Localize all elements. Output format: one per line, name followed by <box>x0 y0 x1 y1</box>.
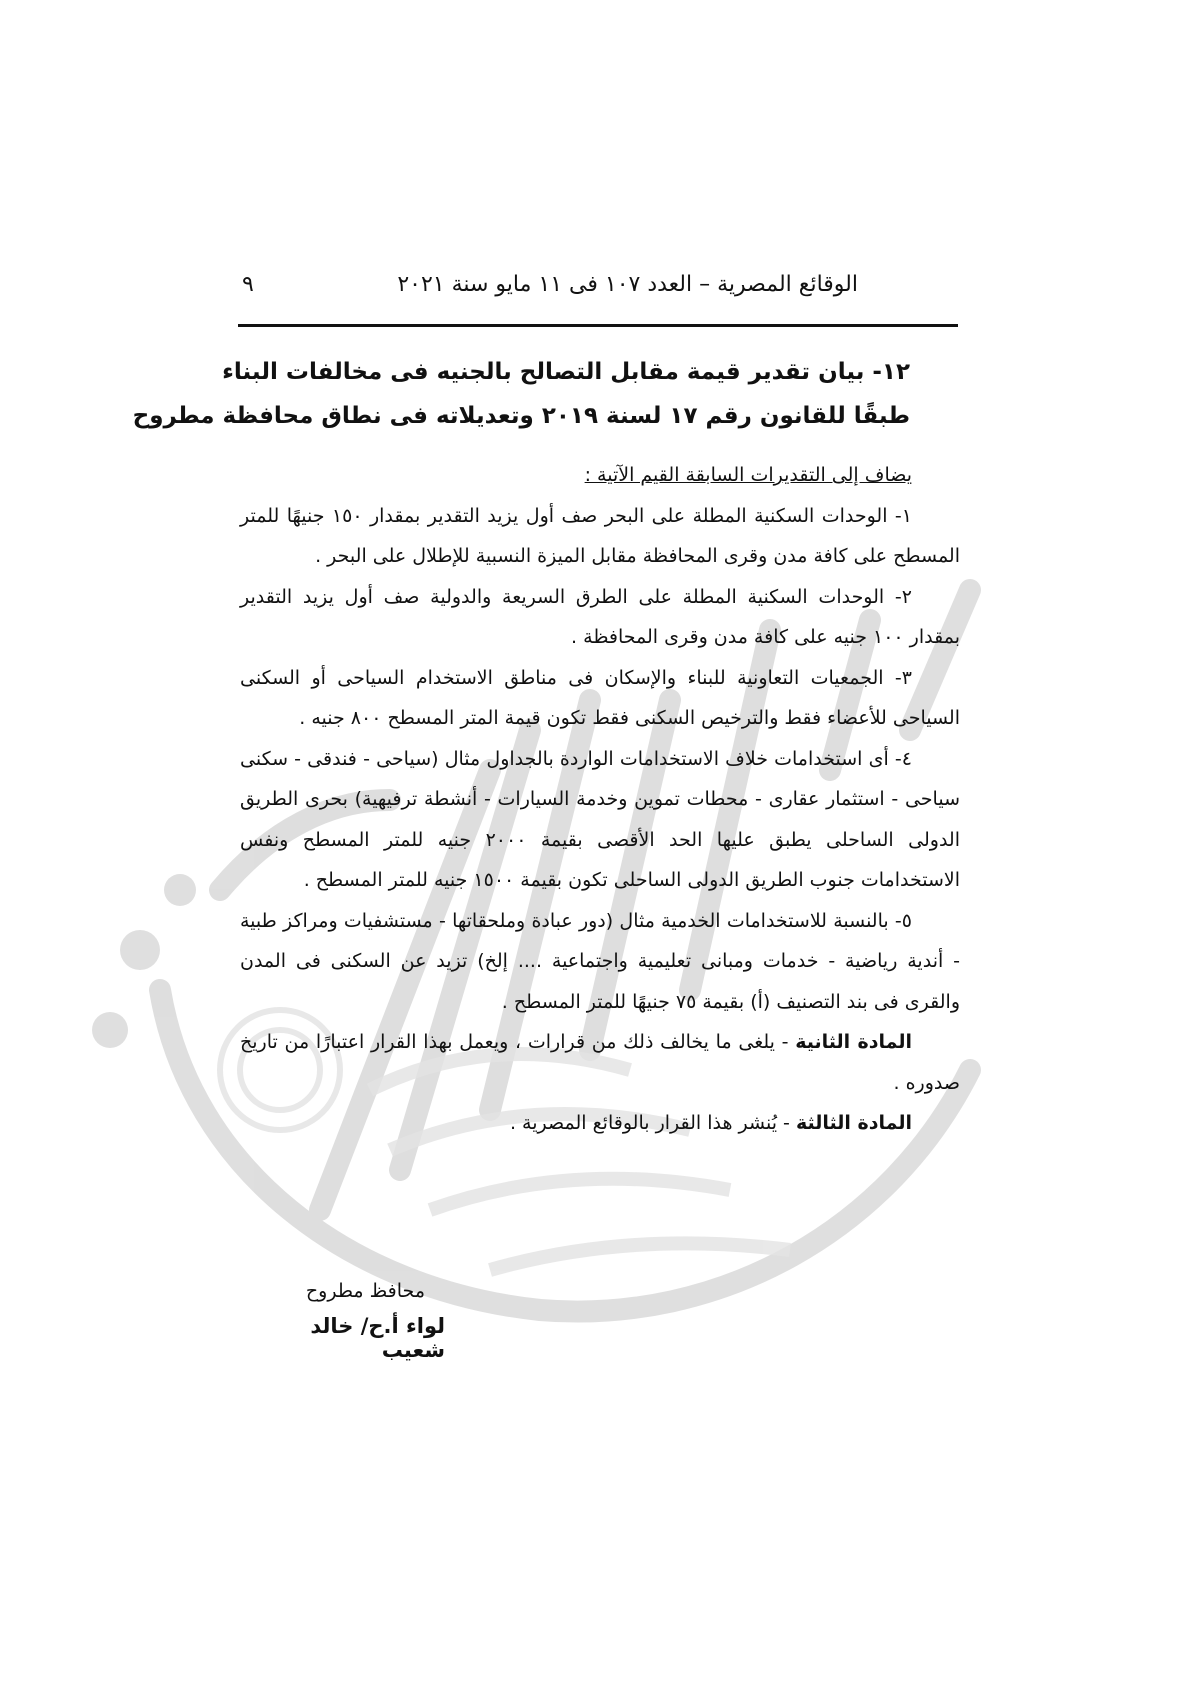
item-paragraph: ٤- أى استخدامات خلاف الاستخدامات الواردة بالجداول مثال (سياحى - فندقى - سكنى سياحى - استثمار عقارى - محطات تموين وخدمة السيارات - أنشطة ترفيهية) بحرى الطريق الدولى الساحلى يطبق عليها الحد الأقصى بقيمة ٢٠٠٠ جنيه للمتر المسطح ونفس الاستخدامات جنوب الطريق الدولى الساحلى تكون بقيمة ١٥٠٠ جنيه للمتر المسطح . <box>240 747 960 891</box>
article-3-label: المادة الثالثة <box>795 1112 912 1134</box>
item-paragraph: ٣- الجمعيات التعاونية للبناء والإسكان فى مناطق الاستخدام السياحى أو السكنى السياحى للأعضاء فقط والترخيص السكنى فقط تكون قيمة المتر المسطح ٨٠٠ جنيه . <box>240 666 960 729</box>
section-heading-line1: ١٢- بيان تقدير قيمة مقابل التصالح بالجنيه فى مخالفات البناء <box>222 359 910 385</box>
section-heading-line2: طبقًا للقانون رقم ١٧ لسنة ٢٠١٩ وتعديلاته فى نطاق محافظة مطروح <box>132 403 910 429</box>
page-number: ٩ <box>242 272 254 297</box>
item-paragraph: ١- الوحدات السكنية المطلة على البحر صف أول يزيد التقدير بمقدار ١٥٠ جنيهًا للمتر المسطح على كافة مدن وقرى المحافظة مقابل الميزة النسبية للإطلال على البحر . <box>240 504 960 567</box>
article-2-label: المادة الثانية <box>795 1031 912 1053</box>
signatory-title: محافظ مطروح <box>305 1280 425 1302</box>
article-3 <box>240 1103 960 1144</box>
gazette-issue-title: الوقائع المصرية – العدد ١٠٧ فى ١١ مايو سنة ٢٠٢١ <box>397 272 858 297</box>
article-2-text: - يلغى ما يخالف ذلك من قرارات ، ويعمل بهذا القرار اعتبارًا من تاريخ صدوره . <box>240 1031 960 1094</box>
signature-block <box>245 1280 445 1362</box>
gazette-header <box>238 268 958 327</box>
intro-line: يضاف إلى التقديرات السابقة القيم الآتية : <box>584 464 912 486</box>
article-3-text: - يُنشر هذا القرار بالوقائع المصرية . <box>509 1112 796 1134</box>
article-2 <box>240 1022 960 1103</box>
decree-body <box>240 455 960 1144</box>
section-heading <box>132 350 910 438</box>
item-paragraph: ٢- الوحدات السكنية المطلة على الطرق السريعة والدولية صف أول يزيد التقدير بمقدار ١٠٠ جنيه على كافة مدن وقرى المحافظة . <box>240 585 960 648</box>
signatory-name: لواء أ.ح/ خالد شعيب <box>310 1314 445 1362</box>
item-paragraph: ٥- بالنسبة للاستخدامات الخدمية مثال (دور عبادة وملحقاتها - مستشفيات ومراكز طبية - أندية رياضية - خدمات ومبانى تعليمية واجتماعية .... إلخ) تزيد عن السكنى فى المدن والقرى فى بند التصنيف (أ) بقيمة ٧٥ جنيهًا للمتر المسطح . <box>240 909 960 1013</box>
